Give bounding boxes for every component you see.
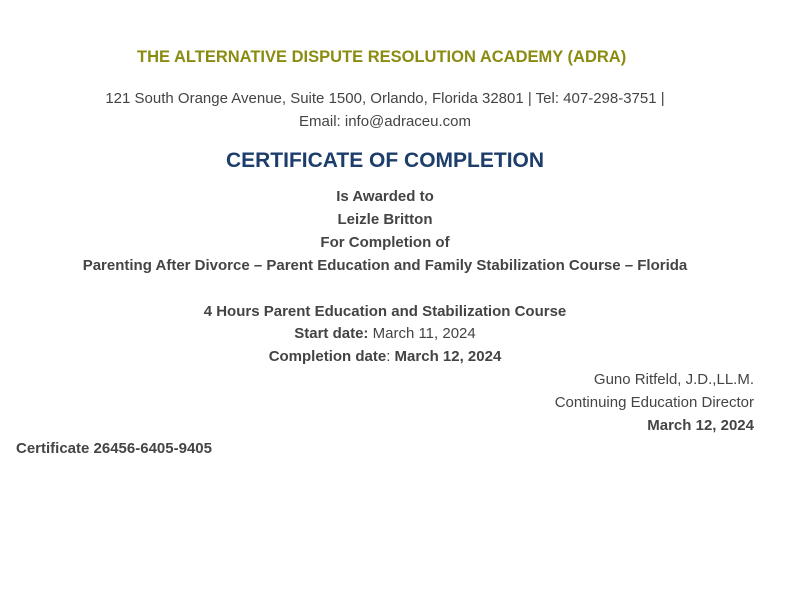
signer-role: Continuing Education Director	[554, 394, 754, 411]
certificate-title: CERTIFICATE OF COMPLETION	[225, 149, 545, 172]
recipient-name: Leizle Britton	[337, 211, 433, 228]
completion-date-label: Completion date	[268, 348, 387, 365]
organization-name: THE ALTERNATIVE DISPUTE RESOLUTION ACADEMY (ADRA)	[137, 48, 627, 66]
start-date-line	[0, 324, 770, 344]
signature-date: March 12, 2024	[647, 417, 754, 434]
organization-email: Email: info@adraceu.com	[299, 113, 471, 130]
start-date-value: March 11, 2024	[372, 325, 476, 342]
course-title: Parenting After Divorce – Parent Education and Family Stabilization Course – Florida	[82, 257, 688, 274]
completion-date-line	[0, 347, 770, 367]
course-hours: 4 Hours Parent Education and Stabilization Course	[203, 303, 567, 320]
awarded-to-label: Is Awarded to	[336, 188, 434, 205]
certificate-number: Certificate 26456-6405-9405	[16, 440, 212, 457]
organization-address: 121 South Orange Avenue, Suite 1500, Orlando, Florida 32801 | Tel: 407-298-3751 |	[105, 90, 665, 107]
completion-date-separator: :	[386, 348, 391, 365]
signer-name: Guno Ritfeld, J.D.,LL.M.	[593, 371, 754, 388]
start-date-label: Start date:	[294, 325, 369, 342]
completion-date-value: March 12, 2024	[394, 348, 502, 365]
for-completion-label: For Completion of	[320, 234, 450, 251]
